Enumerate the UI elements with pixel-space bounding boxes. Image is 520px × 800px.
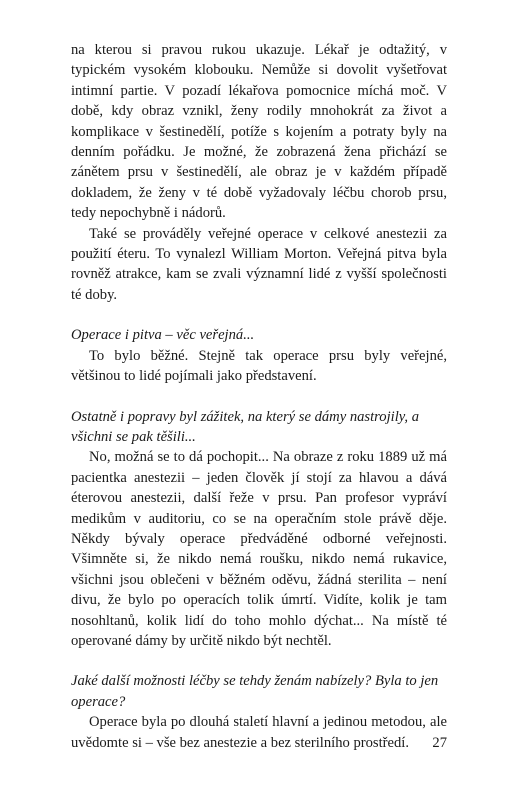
paragraph: Také se prováděly veřejné operace v celkové anestezii za použití éteru. To vynalezl William Morton. Veřejná pitva byla rovněž atrakce, kam se zvali významní lidé z vyšší společnosti té doby. bbox=[71, 225, 447, 303]
page-number: 27 bbox=[432, 735, 447, 751]
paragraph: No, možná se to dá pochopit... Na obraze z roku 1889 už má pacientka anestezii – jeden člověk jí stojí za hlavou a dává éterovou anestezii, další řeže v prsu. Pan profesor vypráví medikům v auditoriu, co se na operačním stole právě děje. Někdy bývaly operace předváděné odborné veřejnosti. Všimněte si, že nikdo nemá roušku, nikdo nemá rukavice, všichni jsou oblečeni v běžném oděvu, žádná sterilita – není divu, že bylo po operacích tolik úmrtí. Vidíte, kolik je tam nosohltanů, kolik lidí do toho mohlo dýchat... Na místě té operované dámy by určitě nikdo být nechtěl. bbox=[71, 449, 447, 649]
interview-question: Jaké další možnosti léčby se tehdy ženám nabízely? Byla to jen operace? bbox=[71, 673, 439, 710]
interview-question: Ostatně i popravy byl zážitek, na který se dámy nastrojily, a všichni se pak těšili... bbox=[71, 408, 420, 445]
paragraph: To bylo běžné. Stejně tak operace prsu byly veřejné, většinou to lidé pojímali jako představení. bbox=[71, 347, 447, 385]
paragraph: na kterou si pravou rukou ukazuje. Lékař je odtažitý, v typickém vysokém klobouku. Nemůže si dovolit vyšetřovat intimní partie. V pozadí lékařova pomocnice míchá moč. V době, kdy obraz vznikl, ženy rodily mnohokrát za život a komplikace v šestinedělí, potíže s kojením a potraty byly na denním pořádku. Je možné, že zobrazená žena přichází se zánětem prsu v šestinedělí, ale obraz je v každém případě dokladem, že ženy v té době vyžadovaly léčbu chorob prsu, tedy nepochybně i nádorů. bbox=[71, 42, 447, 222]
interview-question: Operace i pitva – věc veřejná... bbox=[71, 327, 255, 344]
body-text bbox=[71, 40, 447, 753]
paragraph: Operace byla po dlouhá staletí hlavní a jedinou metodou, ale uvědomte si – vše bez anestezie a bez sterilního prostředí. bbox=[71, 714, 447, 751]
